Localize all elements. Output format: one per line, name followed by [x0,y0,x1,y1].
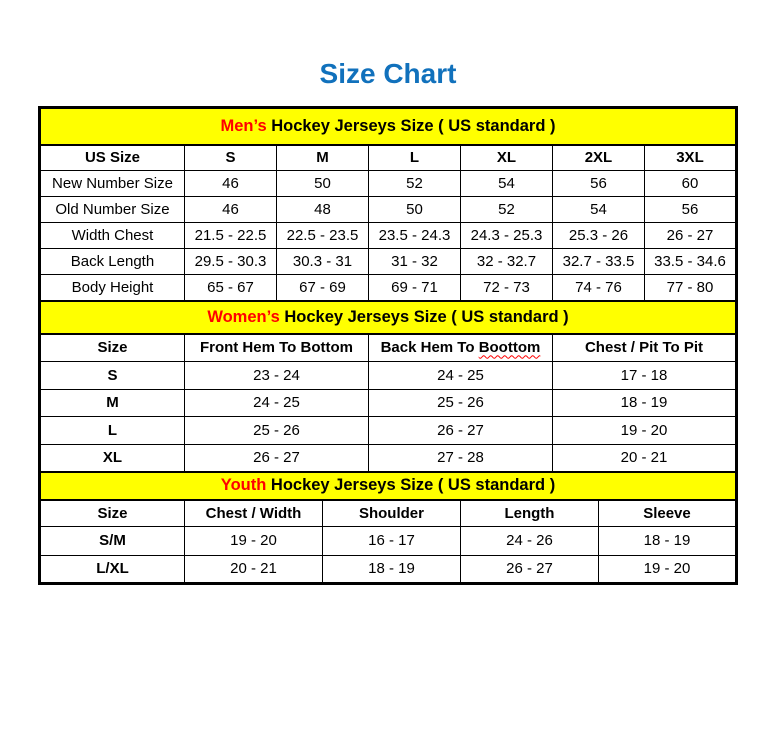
youth-size-value: 19 - 20 [598,555,736,584]
youth-data-row [40,527,737,556]
mens-size-value: 60 [644,171,736,197]
mens-size-value: 22.5 - 23.5 [276,223,368,249]
womens-size-value: 24 - 25 [184,389,368,417]
womens-column-header: Chest / Pit To Pit [552,334,736,362]
mens-size-value: 32 - 32.7 [460,249,552,275]
mens-column-header: 2XL [552,145,644,171]
mens-data-row [40,197,737,223]
womens-size-value: 26 - 27 [184,444,368,472]
womens-data-row [40,444,737,472]
mens-size-value: 67 - 69 [276,275,368,301]
mens-data-row [40,249,737,275]
womens-column-header: Size [40,334,185,362]
womens-size-value: 24 - 25 [368,362,552,390]
womens-size-value: 23 - 24 [184,362,368,390]
youth-band-row [40,472,737,500]
womens-header-row [40,334,737,362]
youth-header-row [40,500,737,527]
mens-size-value: 23.5 - 24.3 [368,223,460,249]
youth-size-value: 19 - 20 [184,527,322,556]
mens-column-header: M [276,145,368,171]
mens-data-row [40,171,737,197]
womens-size-value: 19 - 20 [552,417,736,445]
womens-column-header: Front Hem To Bottom [184,334,368,362]
mens-size-value: 25.3 - 26 [552,223,644,249]
page-title: Size Chart [319,58,457,89]
youth-band-highlight: Youth [220,476,267,495]
mens-size-value: 54 [552,197,644,223]
womens-size-value: 20 - 21 [552,444,736,472]
mens-size-value: 50 [276,171,368,197]
mens-size-value: 33.5 - 34.6 [644,249,736,275]
womens-data-row [40,389,737,417]
size-table-body [40,108,737,584]
womens-size-value: 27 - 28 [368,444,552,472]
youth-size-value: 18 - 19 [598,527,736,556]
mens-size-value: 29.5 - 30.3 [184,249,276,275]
mens-row-label: Back Length [40,249,185,275]
mens-data-row [40,223,737,249]
womens-data-row [40,417,737,445]
mens-row-label: New Number Size [40,171,185,197]
page [0,58,776,585]
mens-size-value: 46 [184,171,276,197]
youth-size-value: 24 - 26 [460,527,598,556]
youth-row-label: L/XL [40,555,185,584]
mens-size-value: 54 [460,171,552,197]
womens-band-highlight: Women’s [207,307,280,326]
mens-size-value: 72 - 73 [460,275,552,301]
mens-column-header: L [368,145,460,171]
youth-size-value: 26 - 27 [460,555,598,584]
mens-column-header: S [184,145,276,171]
womens-size-value: 18 - 19 [552,389,736,417]
womens-data-row [40,362,737,390]
mens-size-value: 48 [276,197,368,223]
mens-header-row [40,145,737,171]
mens-band-highlight: Men’s [220,116,267,135]
womens-header-typo-word: Boottom [478,339,541,357]
youth-row-label: S/M [40,527,185,556]
youth-band-text: Hockey Jerseys Size ( US standard ) [266,476,556,495]
mens-band-row [40,108,737,145]
mens-size-value: 65 - 67 [184,275,276,301]
womens-band-text: Hockey Jerseys Size ( US standard ) [279,307,569,326]
youth-column-header: Chest / Width [184,500,322,527]
youth-column-header: Length [460,500,598,527]
mens-size-value: 24.3 - 25.3 [460,223,552,249]
mens-band-text: Hockey Jerseys Size ( US standard ) [266,116,556,135]
mens-column-header: 3XL [644,145,736,171]
womens-size-value: 26 - 27 [368,417,552,445]
mens-row-label: Width Chest [40,223,185,249]
mens-size-value: 32.7 - 33.5 [552,249,644,275]
size-chart-table [38,106,738,585]
womens-section-band [40,301,737,334]
mens-size-value: 30.3 - 31 [276,249,368,275]
mens-size-value: 52 [460,197,552,223]
mens-size-value: 56 [644,197,736,223]
youth-data-row [40,555,737,584]
womens-column-header: Back Hem To Boottom [368,334,552,362]
mens-size-value: 77 - 80 [644,275,736,301]
mens-data-row [40,275,737,301]
mens-size-value: 50 [368,197,460,223]
womens-size-value: 25 - 26 [368,389,552,417]
mens-size-value: 26 - 27 [644,223,736,249]
womens-size-value: 25 - 26 [184,417,368,445]
youth-size-value: 16 - 17 [322,527,460,556]
mens-size-value: 52 [368,171,460,197]
mens-size-value: 21.5 - 22.5 [184,223,276,249]
mens-column-header: XL [460,145,552,171]
mens-section-band [40,108,737,145]
youth-section-band [40,472,737,500]
youth-column-header: Size [40,500,185,527]
youth-size-value: 20 - 21 [184,555,322,584]
womens-band-row [40,301,737,334]
mens-size-value: 56 [552,171,644,197]
mens-column-header: US Size [40,145,185,171]
mens-size-value: 31 - 32 [368,249,460,275]
womens-row-label: L [40,417,185,445]
youth-size-value: 18 - 19 [322,555,460,584]
mens-row-label: Old Number Size [40,197,185,223]
mens-size-value: 69 - 71 [368,275,460,301]
womens-row-label: XL [40,444,185,472]
mens-size-value: 74 - 76 [552,275,644,301]
youth-column-header: Shoulder [322,500,460,527]
mens-size-value: 46 [184,197,276,223]
womens-row-label: M [40,389,185,417]
mens-row-label: Body Height [40,275,185,301]
youth-column-header: Sleeve [598,500,736,527]
womens-size-value: 17 - 18 [552,362,736,390]
womens-row-label: S [40,362,185,390]
